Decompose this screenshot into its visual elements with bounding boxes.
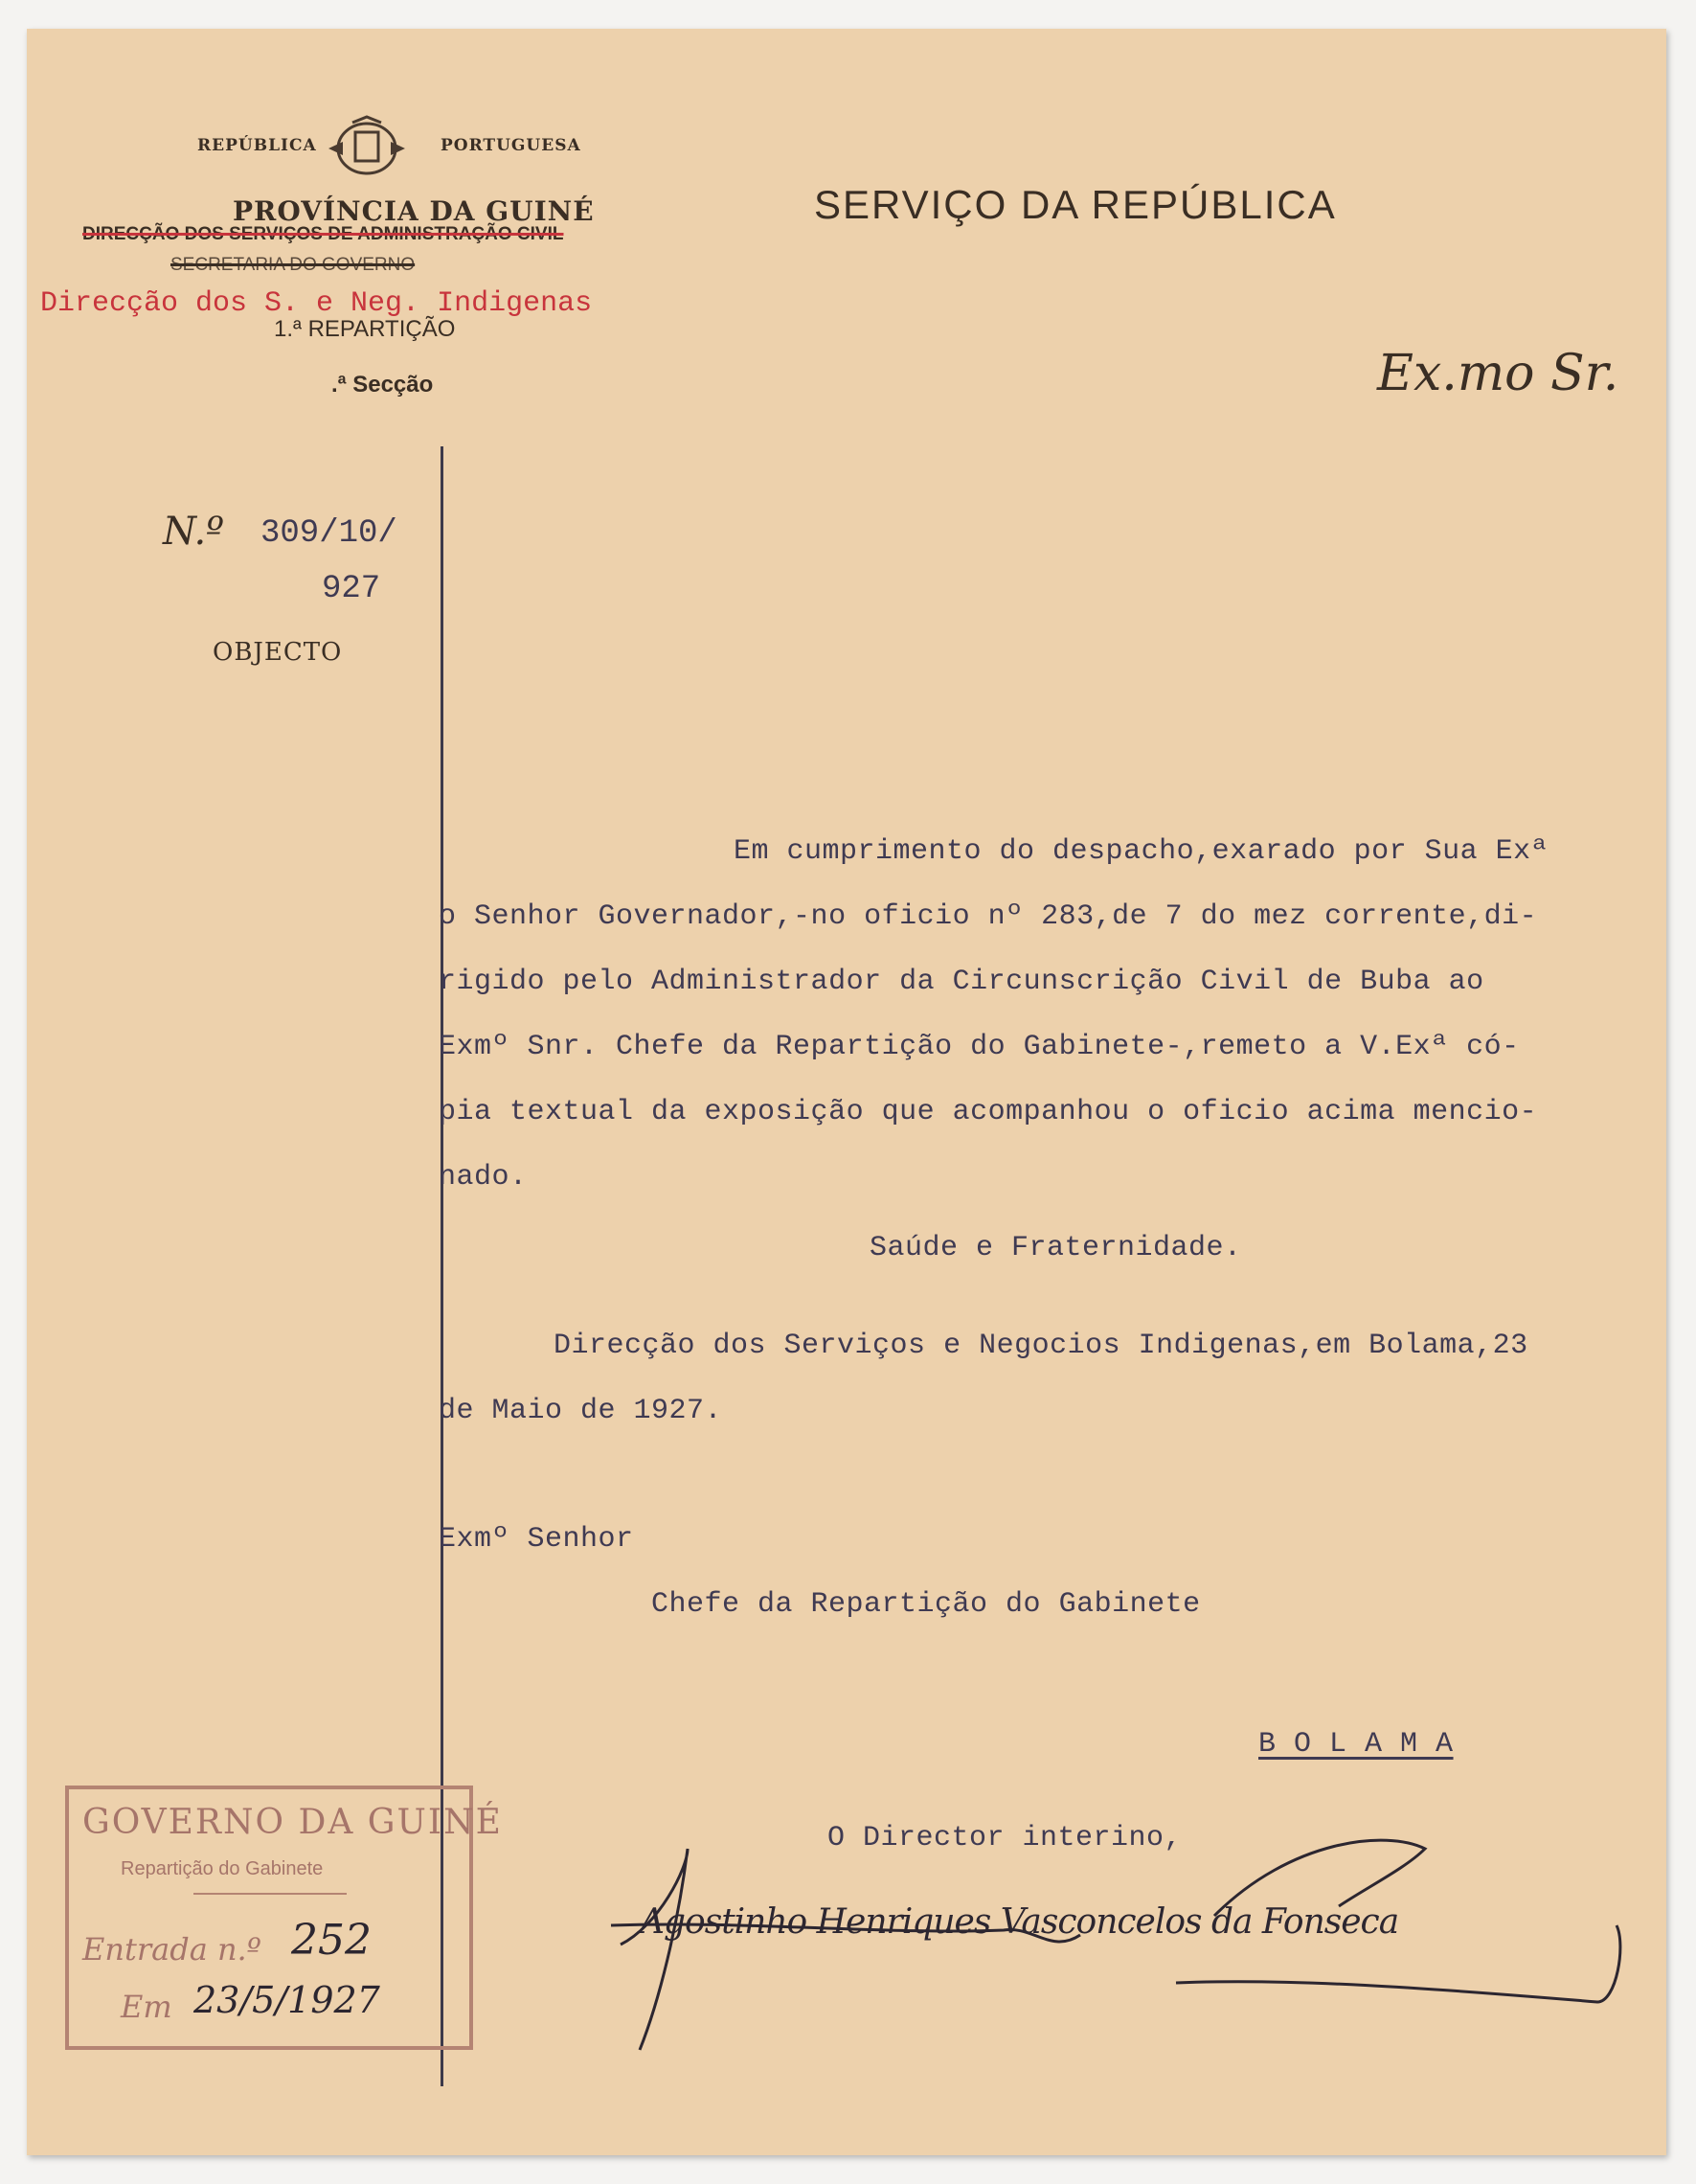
place-date-line-1: Direcção dos Serviços e Negocios Indigenas,em Bolama,23 [554,1330,1528,1362]
objecto-label: OBJECTO [213,638,343,667]
receipt-stamp [65,1786,503,2050]
document-page [27,29,1666,2155]
stamp-title: GOVERNO DA GUINÉ [82,1803,503,1842]
signature-name: Agostinho Henriques Vasconcelos da Fonseca [640,1902,1399,1942]
stamp-date: 23/5/1927 [193,1979,380,2021]
coat-of-arms-icon [324,115,410,182]
signature-role: O Director interino, [827,1822,1183,1854]
republica-label: REPÚBLICA [197,136,317,155]
body-line-1: Em cumprimento do despacho,exarado por Sua Exª [734,835,1549,868]
addressee-greeting: Exmº Senhor [439,1523,634,1556]
place-date-line-2: de Maio de 1927. [439,1395,723,1427]
numero-value: 309/10/ [260,515,397,552]
direccao-stamp-label: Direcção dos S. e Neg. Indigenas [40,287,593,320]
stamp-subtitle: Repartição do Gabinete [121,1858,324,1879]
body-line-2: o Senhor Governador,-no oficio nº 283,de 7 do mez corrente,di- [439,900,1538,933]
body-line-3: rigido pelo Administrador da Circunscrição Civil de Buba ao [439,966,1484,998]
numero-label: N.º [163,510,224,554]
provincia-label: PROVÍNCIA DA GUINÉ [233,195,595,227]
stamp-entrada-number: 252 [291,1916,372,1965]
secretaria-struck-label: SECRETARIA DO GOVERNO [170,255,416,275]
portuguesa-label: PORTUGUESA [441,136,581,155]
direccao-struck-label: DIRECÇÃO DOS SERVIÇOS DE ADMINISTRAÇÃO CIVIL [82,224,564,244]
addressee-city: B O L A M A [1258,1728,1454,1761]
stamp-em-label: Em [121,1989,172,2025]
reparticao-label: 1.ª REPARTIÇÃO [274,316,456,342]
stamp-entrada-label: Entrada n.º [82,1931,261,1968]
closing-label: Saúde e Fraternidade. [870,1232,1242,1264]
addressee-title: Chefe da Repartição do Gabinete [651,1588,1201,1621]
salutation-label: Ex.mo Sr. [1377,345,1619,402]
body-line-4: Exmº Snr. Chefe da Repartição do Gabinete-,remeto a V.Exª có- [439,1031,1520,1063]
body-line-5: pia textual da exposição que acompanhou o oficio acima mencio- [439,1096,1538,1128]
servico-republica-title: SERVIÇO DA REPÚBLICA [814,182,1337,227]
ano-value: 927 [322,571,381,607]
body-line-6: nado. [439,1161,528,1194]
seccao-label: .ª Secção [331,372,434,398]
stamp-divider [193,1893,347,1895]
